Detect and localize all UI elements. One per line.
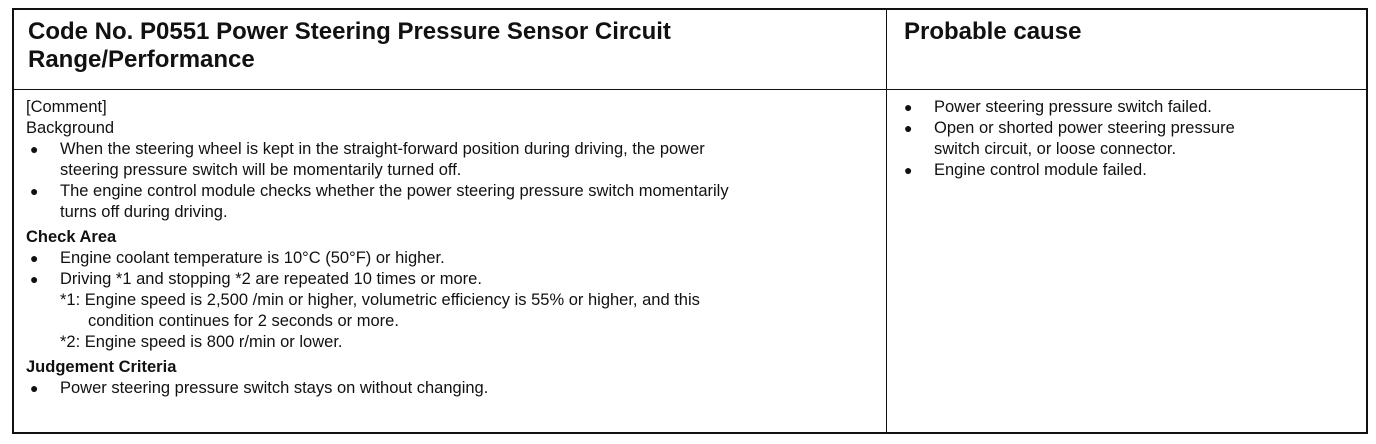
cause-item: ● Power steering pressure switch failed.	[904, 98, 1212, 116]
bullet-icon: ●	[904, 120, 913, 136]
code-title	[28, 18, 868, 74]
bullet-icon: ●	[30, 250, 39, 266]
judgement-label: Judgement Criteria	[26, 358, 177, 376]
check-area-note-2: *2: Engine speed is 800 r/min or lower.	[60, 333, 343, 351]
header-divider	[14, 89, 1366, 90]
probable-cause-list	[900, 97, 1350, 181]
check-area-label: Check Area	[26, 228, 117, 246]
check-area-item: ● Driving *1 and stopping *2 are repeated 10 times or more.	[30, 270, 482, 288]
check-area-item: ● Engine coolant temperature is 10°C (50°F) or higher.	[30, 249, 445, 267]
check-area-note-1: *1: Engine speed is 2,500 /min or higher, volumetric efficiency is 55% or higher, and this	[60, 291, 700, 309]
cause-item: ● Engine control module failed.	[904, 161, 1147, 179]
background-item: ● When the steering wheel is kept in the straight-forward position during driving, the power steering pressure switch will be momentarily turned off.	[30, 140, 705, 179]
background-item: ● The engine control module checks whether the power steering pressure switch momentarily turns off during driving.	[30, 182, 729, 221]
check-area-note-1-cont: condition continues for 2 seconds or more.	[88, 312, 399, 330]
judgement-item: ● Power steering pressure switch stays on without changing.	[30, 379, 489, 397]
code-title-line1: Code No. P0551 Power Steering Pressure Sensor Circuit	[28, 18, 671, 45]
bullet-icon: ●	[904, 162, 913, 178]
column-divider	[886, 10, 887, 432]
comment-section	[26, 97, 876, 399]
bullet-icon: ●	[30, 271, 39, 287]
code-title-line2: Range/Performance	[28, 46, 255, 73]
background-label: Background	[26, 119, 115, 137]
bullet-icon: ●	[30, 380, 39, 396]
bullet-icon: ●	[30, 141, 39, 157]
probable-cause-title: Probable cause	[904, 18, 1082, 45]
bullet-icon: ●	[30, 183, 39, 199]
comment-label: [Comment]	[26, 98, 107, 116]
diagnostic-table	[12, 8, 1368, 434]
cause-item: ● Open or shorted power steering pressure switch circuit, or loose connector.	[904, 119, 1235, 158]
bullet-icon: ●	[904, 99, 913, 115]
